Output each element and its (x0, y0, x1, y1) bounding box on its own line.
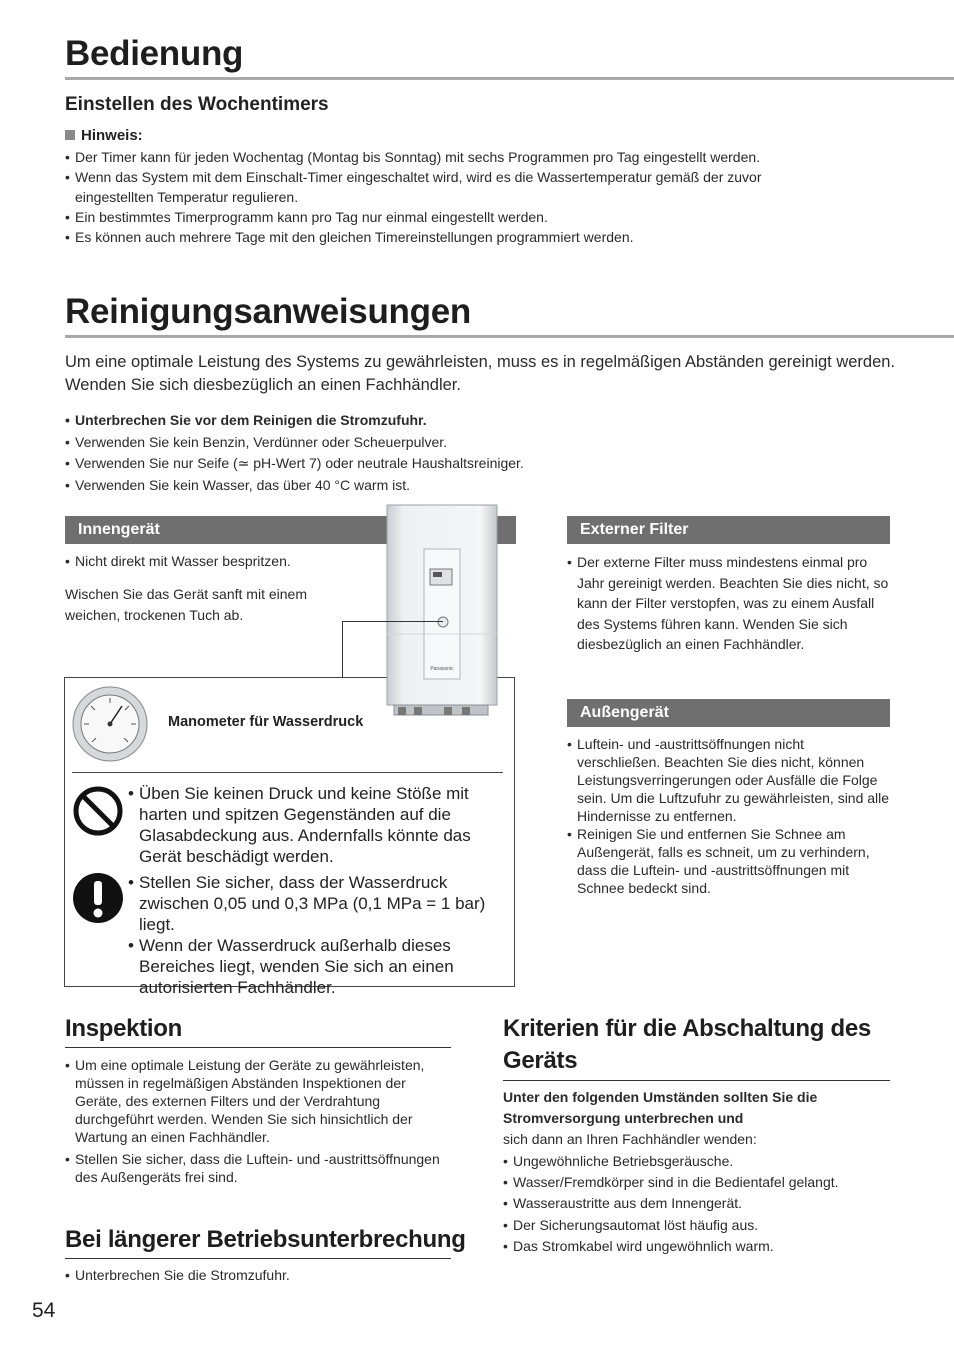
list-item: • Wenn der Wasserdruck außerhalb dieses Bereiches liegt, wenden Sie sich an einen autorisierten Fachhändler. (128, 935, 508, 998)
warning-icon (72, 872, 124, 924)
note-heading-label: Hinweis: (81, 127, 143, 144)
indoor-unit-icon (386, 504, 498, 719)
page-number: 54 (32, 1299, 56, 1322)
intro-text: Um eine optimale Leistung des Systems zu gewährleisten, muss es in regelmäßigen Abständen gereinigt werden. Wenden Sie sich diesbezüglich an einen Fachhändler. (65, 353, 896, 394)
list-item: • Verwenden Sie kein Benzin, Verdünner oder Scheuerpulver. (65, 432, 765, 454)
title-rule (65, 335, 954, 338)
list-item: • Üben Sie keinen Druck und keine Stöße mit harten und spitzen Gegenständen auf die Glasabdeckung aus. Andernfalls könnte das Gerät beschädigt werden. (128, 783, 503, 867)
filter-header (567, 516, 890, 544)
list-item: • Wasseraustritte aus dem Innengerät. (503, 1193, 890, 1214)
leader-line (343, 621, 443, 622)
title-rule (65, 77, 954, 80)
pressure-gauge-icon (72, 686, 148, 762)
list-item: • Um eine optimale Leistung der Geräte zu gewährleisten, müssen in regelmäßigen Abständen Inspektionen der Geräte, des externen Filters und der Verdrahtung durchgeführt werden. Wenden Sie sich hinsichtlich der Wartung an einen Fachhändler. (65, 1056, 451, 1146)
outdoor-header-label: Außengerät (580, 704, 669, 721)
list-item: • Verwenden Sie nur Seife (≃ pH-Wert 7) oder neutrale Haushaltsreiniger. (65, 453, 765, 475)
pressure-gauge-illustration (72, 686, 148, 762)
section-title-reinigung: Reinigungsanweisungen (65, 292, 471, 331)
indoor-item (65, 552, 355, 570)
shutdown-lead-bold: Unter den folgenden Umständen sollten Sie die Stromversorgung unterbrechen und (503, 1089, 818, 1126)
cleaning-list (65, 410, 765, 496)
list-item: • Es können auch mehrere Tage mit den gleichen Timereinstellungen programmiert werden. (65, 227, 825, 247)
leader-line (342, 621, 343, 678)
warning-list (128, 872, 508, 998)
list-item: • Das Stromkabel wird ungewöhnlich warm. (503, 1236, 890, 1257)
shutdown-lead: sich dann an Ihren Fachhändler wenden: (503, 1131, 757, 1147)
list-item: • Wenn das System mit dem Einschalt-Timer eingeschaltet wird, wird es die Wassertemperatur gemäß der zuvor eingestellten Temperatur regulieren. (65, 167, 825, 207)
divider (503, 1080, 890, 1081)
list-item: • Ein bestimmtes Timerprogramm kann pro Tag nur einmal eingestellt werden. (65, 207, 825, 227)
inspection-title: Inspektion (65, 1015, 183, 1042)
shutdown-title: Kriterien für die Abschaltung des Geräts (503, 1015, 871, 1074)
list-item: • Luftein- und -austrittsöffnungen nicht verschließen. Beachten Sie dies nicht, können Leistungsverringerungen oder Ausfälle die Folge sein. Um die Luftzufuhr zu gewährleisten, sind alle Hindernisse zu entfernen. (567, 735, 890, 825)
indoor-text: Wischen Sie das Gerät sanft mit einem weichen, trockenen Tuch ab. (65, 586, 307, 623)
filter-header-label: Externer Filter (580, 521, 689, 538)
note-list (65, 147, 825, 247)
list-item: • Der Sicherungsautomat löst häufig aus. (503, 1215, 890, 1236)
indoor-unit-illustration (386, 504, 498, 719)
prohibit-item (128, 783, 503, 867)
section-title-bedienung: Bedienung (65, 34, 244, 73)
divider (65, 1047, 451, 1048)
prohibit-icon (72, 785, 124, 837)
list-item: • Unterbrechen Sie vor dem Reinigen die Stromzufuhr. (65, 410, 765, 432)
filter-item (567, 552, 890, 655)
list-item: • Nicht direkt mit Wasser bespritzen. (65, 552, 355, 570)
device-brand: Panasonic (430, 666, 454, 672)
subtitle-wochentimer: Einstellen des Wochentimers (65, 94, 329, 115)
indoor-header-label: Innengerät (78, 521, 160, 538)
note-heading (65, 127, 143, 144)
gauge-label: Manometer für Wasserdruck (168, 714, 364, 730)
divider (72, 772, 503, 773)
list-item: • Reinigen Sie und entfernen Sie Schnee am Außengerät, falls es schneit, um zu verhindern, dass die Luftein- und -austrittsöffnungen mit Schnee bedeckt sind. (567, 825, 890, 897)
list-item: • Wasser/Fremdkörper sind in die Bedientafel gelangt. (503, 1172, 890, 1193)
list-item: • Verwenden Sie kein Wasser, das über 40 °C warm ist. (65, 475, 765, 497)
list-item: • Stellen Sie sicher, dass die Luftein- und -austrittsöffnungen des Außengeräts frei sind. (65, 1150, 451, 1186)
longstop-title: Bei längerer Betriebsunterbrechung (65, 1226, 466, 1253)
square-bullet-icon (65, 130, 75, 140)
divider (65, 1258, 451, 1259)
outdoor-header (567, 699, 890, 727)
inspection-list (65, 1056, 451, 1186)
outdoor-list (567, 735, 890, 897)
shutdown-list (503, 1151, 890, 1257)
list-item: • Der Timer kann für jeden Wochentag (Montag bis Sonntag) mit sechs Programmen pro Tag eingestellt werden. (65, 147, 825, 167)
list-item: • Ungewöhnliche Betriebsgeräusche. (503, 1151, 890, 1172)
list-item: • Unterbrechen Sie die Stromzufuhr. (65, 1266, 451, 1284)
longstop-item (65, 1266, 451, 1284)
list-item: • Der externe Filter muss mindestens einmal pro Jahr gereinigt werden. Beachten Sie dies nicht, so kann der Filter verstopfen, was zu einem Ausfall des Systems führen kann. Wenden Sie sich diesbezüglich an einen Fachhändler. (567, 552, 890, 655)
list-item: • Stellen Sie sicher, dass der Wasserdruck zwischen 0,05 und 0,3 MPa (0,1 MPa = 1 bar) liegt. (128, 872, 508, 935)
